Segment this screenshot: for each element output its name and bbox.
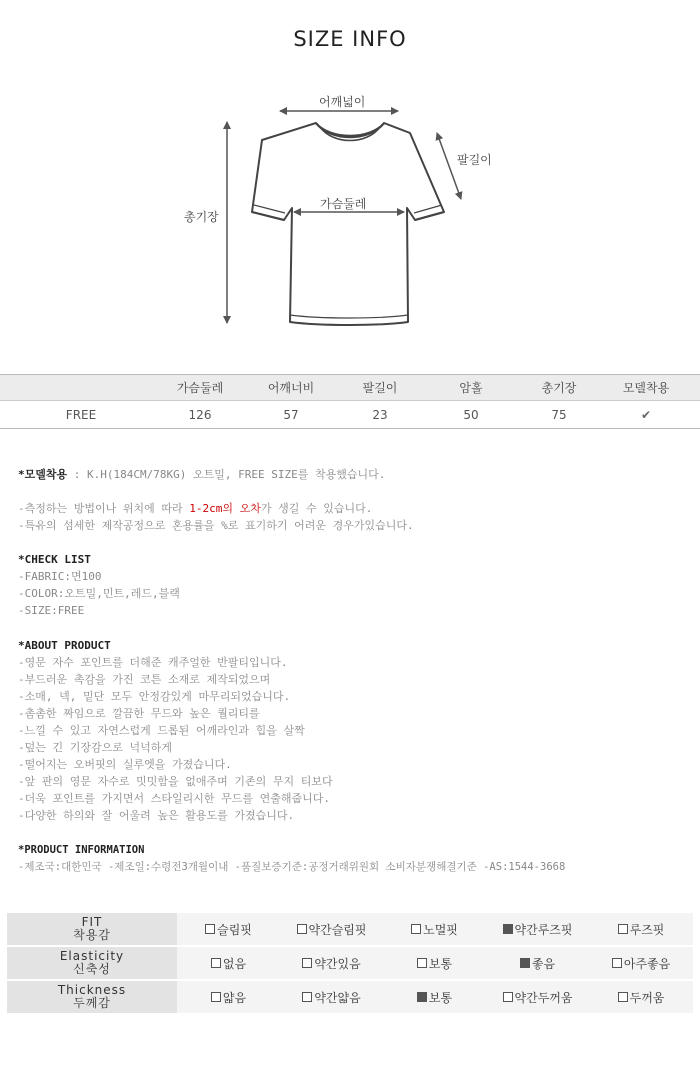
table-row: [7, 913, 693, 946]
size-table-header-cell: 팔길이: [344, 375, 416, 401]
checked-box-icon: [520, 958, 530, 968]
row-label-en: Thickness: [57, 983, 127, 997]
list-item: -SIZE:FREE: [18, 604, 85, 617]
rating-option-label: 두꺼움: [629, 990, 665, 1005]
table-row: [7, 946, 693, 980]
value-cell: 57: [238, 401, 344, 429]
size-table-header-cell: 모델착용: [592, 375, 700, 401]
rating-option: [177, 913, 280, 946]
product-info-line: -제조국:대한민국 -제조일:수령전3개월이내 -품질보증기준:공정거래위원회 소비자분쟁해결기준 -AS:1544-3668: [18, 861, 566, 873]
rating-option-label: 약간두꺼움: [514, 990, 573, 1005]
row-label-en: Elasticity: [59, 949, 125, 963]
unchecked-box-icon: [612, 958, 622, 968]
note-text: -측정하는 방법이나 위치에 따라: [18, 502, 190, 515]
size-cell: FREE: [0, 401, 162, 429]
rating-option-label: 노멀핏: [423, 922, 458, 937]
unchecked-box-icon: [297, 924, 307, 934]
unchecked-box-icon: [205, 924, 215, 934]
list-item: -부드러운 촉감을 가진 코튼 소재로 제작되었으며: [18, 673, 271, 686]
model-heading: *모델착용: [18, 468, 68, 481]
rating-option-label: 좋음: [531, 956, 556, 971]
rating-option-label: 약간있음: [314, 956, 361, 971]
size-table-header-cell: 총기장: [526, 375, 592, 401]
list-item: -촘촘한 짜임으로 깔끔한 무드와 높은 퀄리티를: [18, 707, 260, 720]
rating-option: [589, 980, 693, 1014]
elasticity-row-label: [7, 946, 177, 980]
size-table-header: [0, 375, 700, 401]
product-information: [18, 842, 565, 876]
rating-option-label: 슬림핏: [217, 922, 252, 937]
page-title: SIZE INFO: [293, 27, 407, 51]
unchecked-box-icon: [302, 958, 312, 968]
rating-option-label: 약간루즈핏: [514, 922, 573, 937]
about-product: [18, 637, 333, 824]
rating-option-label: 보통: [428, 956, 453, 971]
tshirt-outline: [252, 123, 444, 325]
rating-option-label: 없음: [222, 956, 247, 971]
fit-table: [7, 913, 693, 1015]
check-list-heading: *CHECK LIST: [18, 553, 91, 566]
rating-option: [486, 946, 589, 980]
checked-box-icon: [503, 924, 513, 934]
row-label-en: FIT: [81, 915, 103, 929]
table-row: [0, 401, 700, 429]
rating-option-label: 보통: [428, 990, 453, 1005]
row-label-ko: 두께감: [73, 996, 111, 1010]
measurement-notes: [18, 500, 414, 534]
rating-option: [177, 980, 280, 1014]
unchecked-box-icon: [618, 992, 628, 1002]
list-item: -소매, 넥, 밑단 모두 안정감있게 마무리되었습니다.: [18, 690, 291, 703]
rating-option-label: 루즈핏: [629, 922, 665, 937]
rating-option: [280, 980, 383, 1014]
sleeve-label: 팔길이: [457, 153, 492, 167]
thickness-row-label: [7, 980, 177, 1014]
shoulder-label: 어깨넓이: [319, 95, 366, 109]
list-item: -영문 자수 포인트를 더해준 캐주얼한 반팔티입니다.: [18, 656, 288, 669]
rating-option-label: 약간얇음: [314, 990, 361, 1005]
chest-label: 가슴둘레: [320, 197, 367, 211]
value-cell: 23: [344, 401, 416, 429]
list-item: -더욱 포인트를 가지면서 스타일리시한 무드를 연출해줍니다.: [18, 792, 331, 805]
unchecked-box-icon: [503, 992, 513, 1002]
rating-option: [589, 946, 693, 980]
size-table-header-cell: 어깨너비: [238, 375, 344, 401]
checkmark-icon: ✔: [592, 401, 700, 429]
rating-option: [486, 913, 589, 946]
rating-option: [280, 946, 383, 980]
model-info: [18, 466, 385, 483]
unchecked-box-icon: [302, 992, 312, 1002]
rating-option: [280, 913, 383, 946]
value-cell: 126: [162, 401, 238, 429]
rating-option: [383, 946, 486, 980]
unchecked-box-icon: [618, 924, 628, 934]
unchecked-box-icon: [211, 958, 221, 968]
list-item: -COLOR:오트밀,민트,레드,블랙: [18, 587, 180, 600]
list-item: -느낄 수 있고 자연스럽게 드롭된 어깨라인과 힙을 살짝: [18, 724, 305, 737]
rating-option-label: 얇음: [222, 990, 247, 1005]
rating-option: [177, 946, 280, 980]
length-label: 총기장: [184, 210, 219, 224]
value-cell: 75: [526, 401, 592, 429]
list-item: -덮는 긴 기장감으로 넉넉하게: [18, 741, 173, 754]
row-label-ko: 신축성: [73, 962, 111, 976]
list-item: -떨어지는 오버핏의 실루엣을 가졌습니다.: [18, 758, 232, 771]
rating-option-label: 약간슬림핏: [308, 922, 367, 937]
note-text: 가 생길 수 있습니다.: [260, 502, 373, 515]
fit-row-label: [7, 913, 177, 946]
size-table: [0, 374, 700, 429]
size-table-header-cell: 가슴둘레: [162, 375, 238, 401]
about-heading: *ABOUT PRODUCT: [18, 639, 111, 652]
list-item: -다양한 하의와 잘 어울려 높은 활용도를 가졌습니다.: [18, 809, 295, 822]
rating-option: [383, 913, 486, 946]
error-margin-highlight: 1-2cm의 오차: [189, 502, 261, 515]
rating-option-label: 아주좋음: [623, 956, 671, 971]
rating-option: [383, 980, 486, 1014]
product-info-heading: *PRODUCT INFORMATION: [18, 844, 145, 856]
model-text: : K.H(184CM/78KG) 오트밀, FREE SIZE를 착용했습니다.: [67, 468, 386, 481]
unchecked-box-icon: [211, 992, 221, 1002]
list-item: -앞 판의 영문 자수로 밋밋함을 없애주며 기존의 무지 티보다: [18, 775, 333, 788]
checked-box-icon: [417, 992, 427, 1002]
check-list: [18, 551, 180, 619]
table-row: [7, 980, 693, 1014]
note-text: -특유의 섬세한 제작공정으로 혼용률을 %로 표기하기 어려운 경우가있습니다.: [18, 519, 414, 532]
list-item: -FABRIC:면100: [18, 570, 102, 583]
size-table-header-cell: [0, 375, 162, 401]
unchecked-box-icon: [411, 924, 421, 934]
rating-option: [589, 913, 693, 946]
tshirt-diagram: [0, 0, 700, 360]
size-table-header-cell: 암홀: [416, 375, 526, 401]
unchecked-box-icon: [417, 958, 427, 968]
value-cell: 50: [416, 401, 526, 429]
row-label-ko: 착용감: [73, 928, 111, 942]
rating-option: [486, 980, 589, 1014]
